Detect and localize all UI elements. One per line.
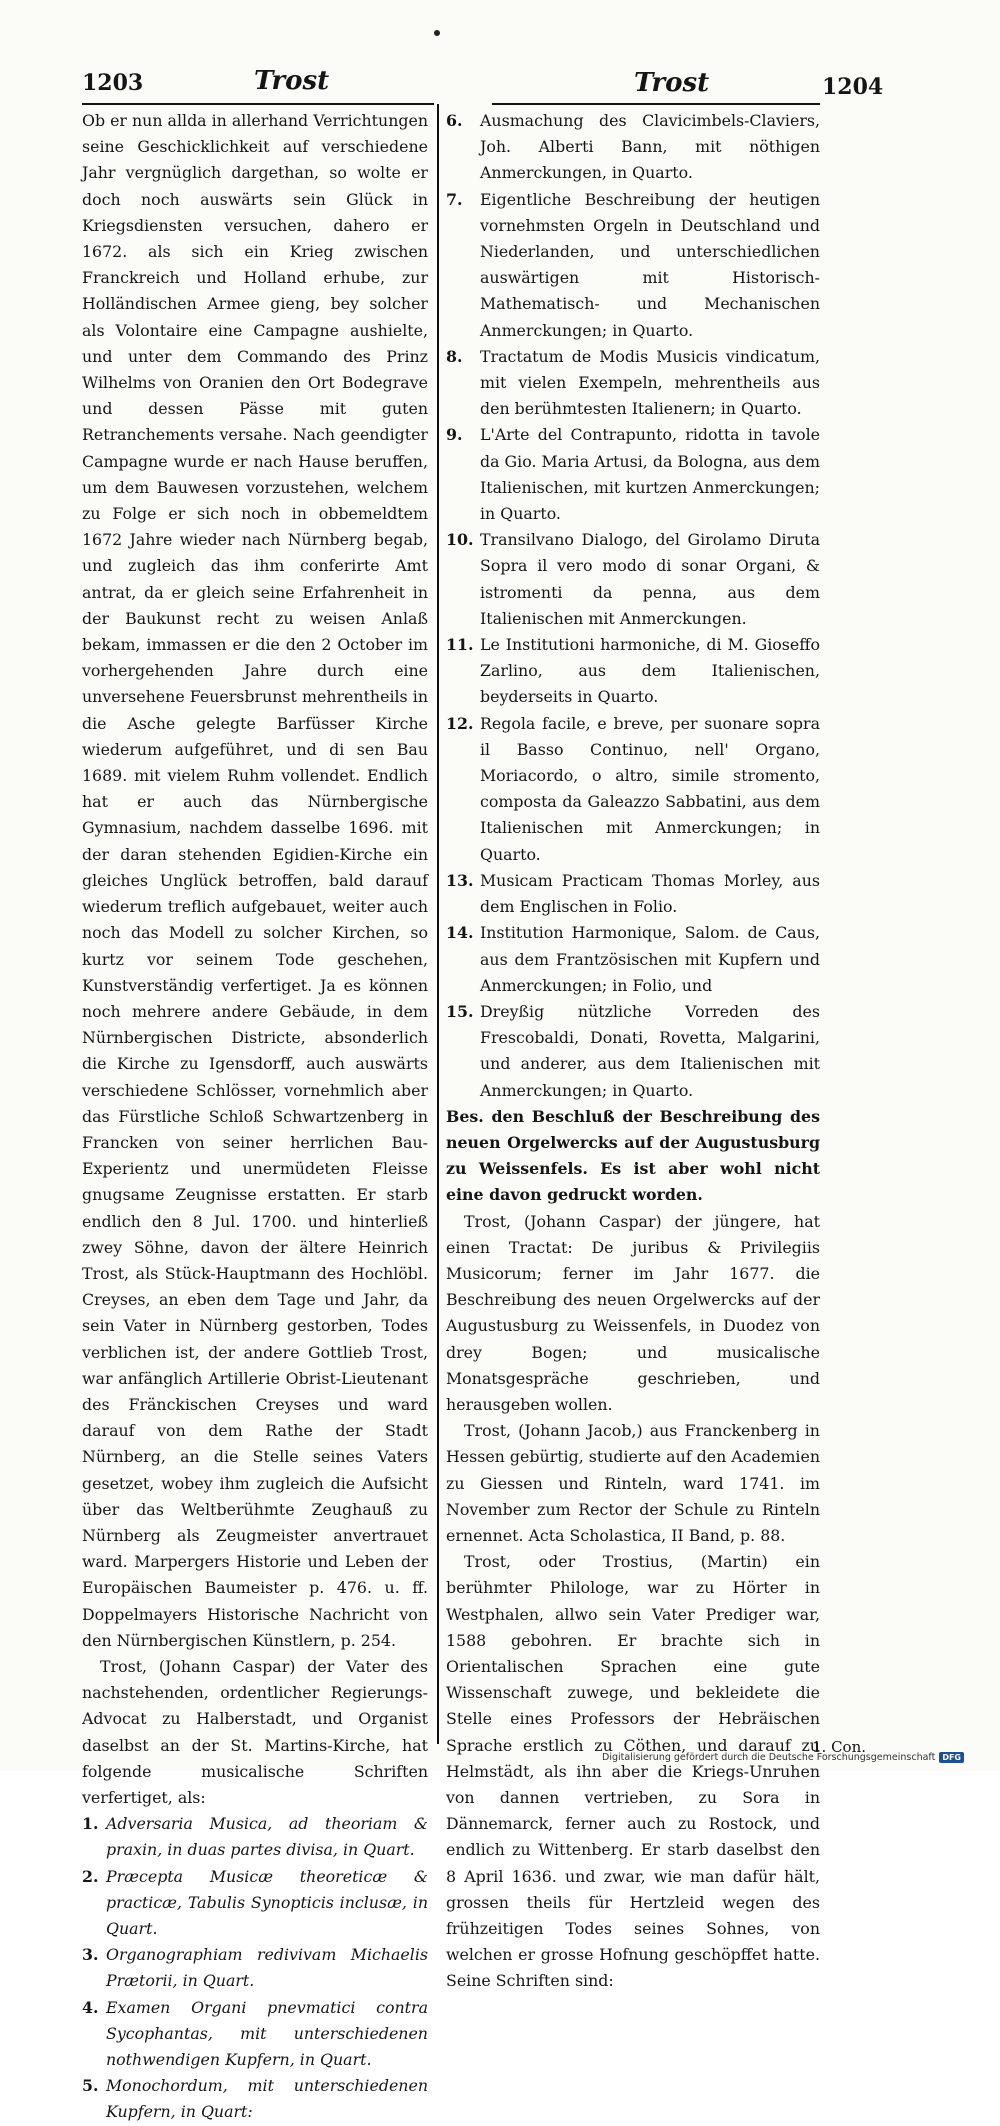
list-item	[82, 1864, 428, 1943]
list-item	[446, 868, 820, 920]
item-number: 11.	[446, 635, 474, 655]
item-text: Monochordum, mit unterschiedenen Kupfern, in Quart:	[106, 2076, 428, 2122]
item-number: 2.	[82, 1866, 99, 1886]
list-item	[446, 999, 820, 1104]
paragraph-bauwesen: Ob er nun allda in allerhand Verrichtungen seine Geschicklichkeit auf verschiedene Jahr vergnüglich dargethan, so wolte er doch noch auswärts sein Glück in Kriegsdiensten versuchen, dahero er 1672. als sich ein Krieg zwischen Franckreich und Holland erhube, zur Holländischen Armee gieng, bey solcher als Volontaire eine Campagne aushielte, und unter dem Commando des Prinz Wilhelms von Oranien den Ort Bodegrave und dessen Pässe mit guten Retranchements versahe. Nach geendigter Campagne wurde er nach Hause beruffen, um dem Bauwesen vorzustehen, welchem zu Folge er sich noch in obbemeldtem 1672 Jahre wieder nach Nürnberg begab, und zugleich das ihm conferirte Amt antrat, da er gleich seine Erfahrenheit in der Baukunst recht zu weisen Anlaß bekam, immassen er die den 2 October im vorhergehenden Jahre durch eine unversehene Feuersbrunst mehrentheils in die Asche gelegte Barfüsser Kirche wiederum aufgeführet, und di sen Bau 1689. mit vielem Ruhm vollendet. Endlich hat er auch das Nürnbergische Gymnasium, nachdem dasselbe 1696. mit der daran stehenden Egidien-Kirche ein gleiches Unglück betroffen, bald darauf wiederum treflich aufgebauet, weiter auch noch das Modell zu solcher Kirchen, so kurtz vor seinem Tode geschehen, Kunstverständig verfertiget. Ja es können noch mehrere andere Gebäude, in dem Nürnbergischen Districte, absonderlich die Kirche zu Igensdorff, auch auswärts verschiedene Schlösser, vornehmlich aber das Fürstliche Schloß Schwartzenberg in Francken von seiner herrlichen Bau-Experientz und unermüdeten Fleisse gnugsame Zeugnisse erstatten. Er starb endlich den 8 Jul. 1700. und hinterließ zwey Söhne, davon der ältere Heinrich Trost, als Stück-Hauptmann des Hochlöbl. Creyses, an eben dem Tage und Jahr, da sein Vater in Nürnberg gestorben, Todes verblichen ist, der andere Gottlieb Trost, war anfänglich Artillerie Obrist-Lieutenant des Fränckischen Creyses und ward darauf von dem Rathe der Stadt Nürnberg, an die Stelle seines Vaters gesetzet, wobey ihm zugleich die Aufsicht über das Weltberühmte Zeughauß zu Nürnberg als Zeugmeister anvertrauet ward. Marpergers Historie und Leben der Europäischen Baumeister p. 476. u. ff. Doppelmayers Historische Nachricht von den Nürnbergischen Künstlern, p. 254.	[82, 111, 429, 1650]
item-number: 14.	[446, 923, 474, 943]
item-number: 13.	[446, 870, 474, 890]
list-item	[82, 2073, 428, 2125]
item-text: Præcepta Musicæ theoreticæ & practicæ, Tabulis Synopticis inclusæ, in Quart.	[106, 1866, 428, 1939]
item-text: Transilvano Dialogo, del Girolamo Diruta Sopra il vero modo di sonar Organi, & istromenti da penna, aus dem Italienischen mit Anmerckungen.	[480, 530, 820, 628]
item-number: 1.	[82, 1814, 99, 1834]
item-number: 9.	[446, 425, 463, 445]
item-number: 4.	[82, 1997, 99, 2017]
paragraph-trost-johann-jacob: Trost, (Johann Jacob,) aus Franckenberg in Hessen gebürtig, studierte auf den Academien zu Giessen und Rinteln, ward 1741. im November zum Rector der Schule zu Rinteln ernennet. Acta Scholastica, II Band, p. 88.	[446, 1421, 820, 1545]
item-number: 6.	[446, 111, 463, 130]
item-text: Organographiam redivivam Michaelis Prætorii, in Quart.	[106, 1945, 428, 1991]
item-text: Regola facile, e breve, per suonare sopra il Basso Continuo, nell' Organo, Moriacordo, o altro, simile stromento, composta da Galeazzo Sabbatini, aus dem Italienischen mit Anmerckungen; in Quarto.	[480, 713, 820, 864]
item-text: Tractatum de Modis Musicis vindicatum, mit vielen Exempeln, mehrentheils aus den berühmtesten Italienern; in Quarto.	[480, 346, 820, 419]
column-divider	[437, 104, 439, 1744]
list-item	[82, 1942, 428, 1994]
item-number: 3.	[82, 1945, 99, 1965]
page-header	[0, 64, 1000, 104]
item-text: Adversaria Musica, ad theoriam & praxin, in duas partes divisa, in Quart.	[106, 1814, 428, 1860]
header-rule-right	[492, 103, 820, 105]
list-item	[446, 632, 820, 711]
list-item	[446, 344, 820, 423]
paragraph-beschluss: Bes. den Beschluß der Beschreibung des neuen Orgelwercks auf der Augustusburg zu Weissenfels. Es ist aber wohl nicht eine davon gedruckt worden.	[446, 1106, 820, 1205]
paragraph-trost-johann-caspar-vater: Trost, (Johann Caspar) der Vater des nachstehenden, ordentlicher Regierungs-Advocat zu Halberstadt, und Organist daselbst an der St. Martins-Kirche, hat folgende musicalische Schriften verfertiget, als:	[82, 1656, 428, 1807]
right-column	[446, 108, 820, 1995]
item-text: Examen Organi pnevmatici contra Sycophantas, mit unterschiedenen nothwendigen Kupfern, in Quart.	[106, 1997, 428, 2070]
item-text: Institution Harmonique, Salom. de Caus, aus dem Frantzösischen mit Kupfern und Anmerckungen; in Folio, und	[480, 923, 820, 995]
list-item	[446, 108, 820, 187]
item-number: 5.	[82, 2076, 99, 2096]
list-item	[446, 920, 820, 999]
catchword: 1. Con.	[812, 1738, 867, 1756]
list-item	[446, 711, 820, 868]
item-number: 15.	[446, 1001, 474, 1021]
dfg-logo: DFG	[939, 1752, 964, 1763]
list-item	[82, 1811, 428, 1863]
left-running-head: Trost	[254, 66, 330, 96]
item-text: L'Arte del Contrapunto, ridotta in tavole da Gio. Maria Artusi, da Bologna, aus dem Italienischen, mit kurtzen Anmerckungen; in Quarto.	[480, 425, 820, 524]
paragraph-trost-martin: Trost, oder Trostius, (Martin) ein berühmter Philologe, war zu Hörter in Westphalen, allwo sein Vater Prediger war, 1588 gebohren. Er brachte sich in Orientalischen Sprachen eine gute Wissenschaft zuwege, und bekleidete die Stelle eines Professors der Hebräischen Sprache erstlich zu Cöthen, und darauf zu Helmstädt, als ihn aber die Kriegs-Unruhen von dannen vertrieben, zu Sora in Dännemarck, ferner auch zu Rostock, und endlich zu Wittenberg. Er starb daselbst den 8 April 1636. und zwar, wie man dafür hält, grossen theils für Hertzleid wegen des frühzeitigen Todes seines Sohnes, von welchen er grosse Hofnung geschöpffet hatte. Seine Schriften sind:	[446, 1552, 820, 1991]
header-rule-left	[82, 103, 434, 105]
item-text: Musicam Practicam Thomas Morley, aus dem Englischen in Folio.	[480, 870, 820, 917]
left-page-number: 1203	[82, 70, 144, 96]
list-item	[446, 422, 820, 527]
right-running-head: Trost	[634, 68, 710, 98]
item-text: Eigentliche Beschreibung der heutigen vornehmsten Orgeln in Deutschland und Niederlanden, und unterschiedlichen auswärtigen mit Historisch-Mathematisch- und Mechanischen Anmerckungen; in Quarto.	[480, 189, 820, 340]
list-item	[446, 527, 820, 632]
item-text: Dreyßig nützliche Vorreden des Frescobaldi, Donati, Rovetta, Malgarini, und anderer, aus dem Italienischen mit Anmerckungen; in Quarto.	[480, 1001, 820, 1100]
digitization-credit	[602, 1752, 964, 1763]
item-number: 10.	[446, 530, 474, 550]
ink-dot	[434, 30, 440, 36]
item-number: 12.	[446, 713, 474, 733]
item-text: Ausmachung des Clavicimbels-Claviers, Joh. Alberti Bann, mit nöthigen Anmerckungen, in Quarto.	[480, 111, 820, 183]
right-page-number: 1204	[822, 74, 884, 100]
item-text: Le Institutioni harmoniche, di M. Gioseffo Zarlino, aus dem Italienischen, beyderseits in Quarto.	[480, 635, 820, 707]
item-number: 7.	[446, 189, 463, 209]
left-column	[82, 108, 428, 2126]
list-item	[82, 1995, 428, 2074]
item-number: 8.	[446, 346, 463, 366]
paragraph-trost-johann-caspar-juenger: Trost, (Johann Caspar) der jüngere, hat einen Tractat: De juribus & Privilegiis Musicorum; ferner im Jahr 1677. die Beschreibung des neuen Orgelwercks auf der Augustusburg zu Weissenfels, in Duodez von drey Bogen; und musicalische Monatsgespräche geschrieben, und herausgeben wollen.	[446, 1211, 820, 1414]
list-item	[446, 187, 820, 344]
credit-text: Digitalisierung gefördert durch die Deutsche Forschungsgemeinschaft	[602, 1752, 936, 1763]
